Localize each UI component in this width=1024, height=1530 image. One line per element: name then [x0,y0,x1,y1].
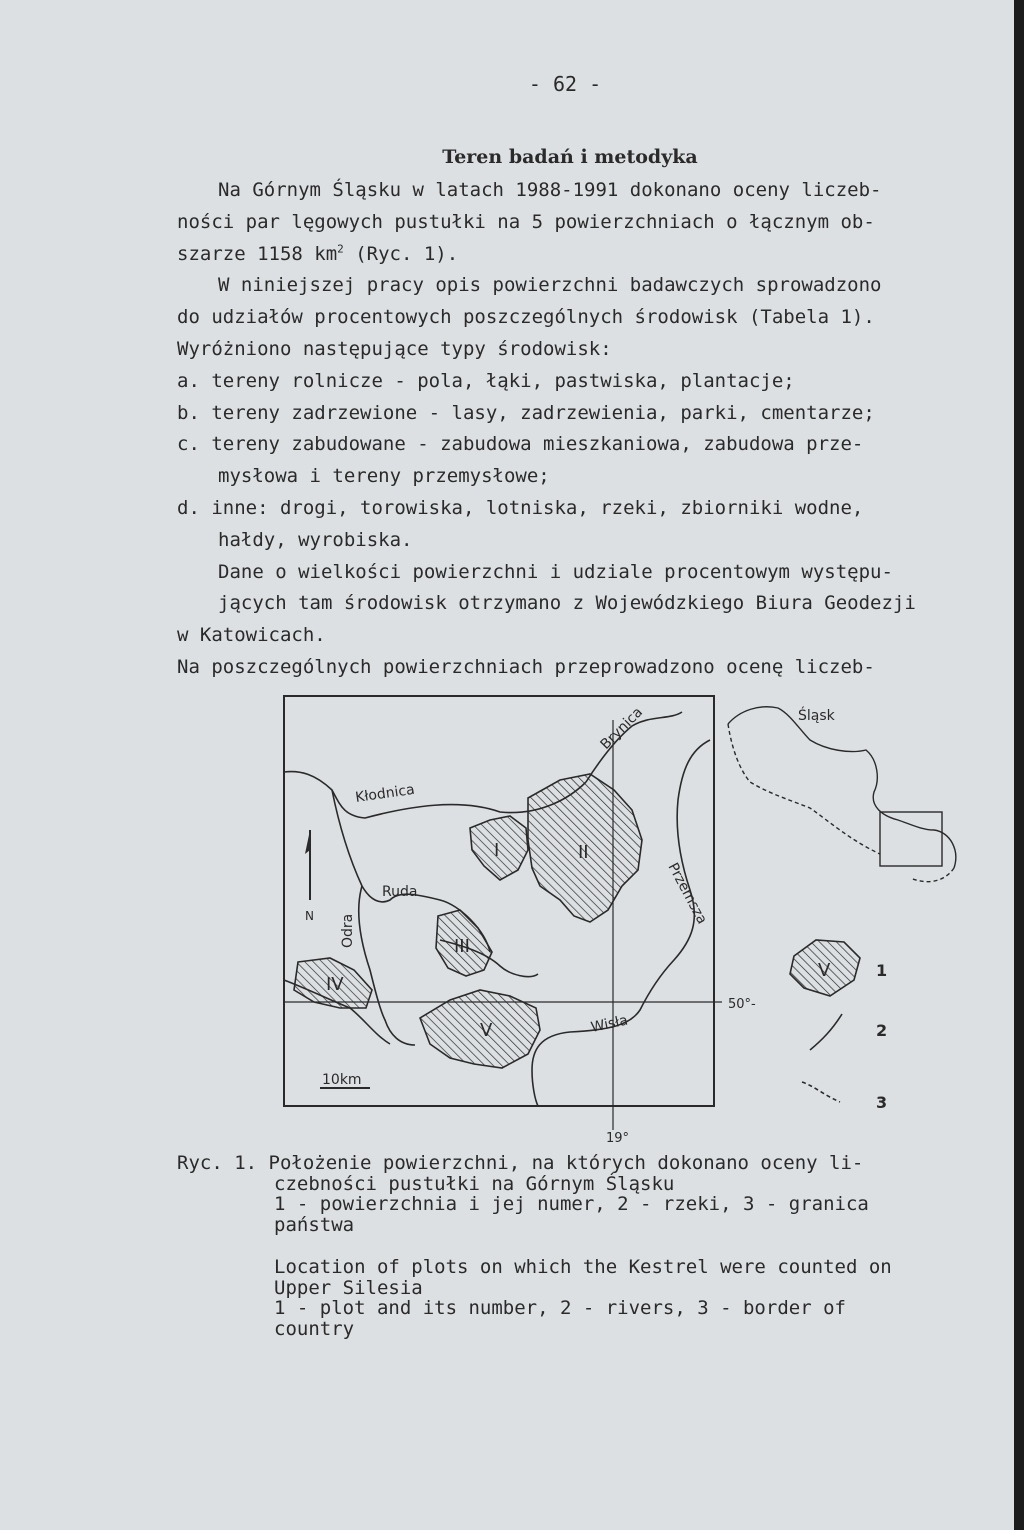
figure-caption [177,1153,892,1339]
body-line: a. tereny rolnicze - pola, łąki, pastwiska, plantacje; [177,369,795,392]
caption-pl-line: Ryc. 1. Położenie powierzchni, na których dokonano oceny li- [177,1152,864,1174]
scale-bar [320,1072,370,1088]
body-line: do udziałów procentowych poszczególnych środowisk (Tabela 1). [177,306,875,329]
north-arrow [305,830,314,923]
river-label-brynica: Brynica [597,704,647,753]
caption-pl-line: czebności pustułki na Górnym Śląsku [274,1172,675,1195]
section-title: Teren badań i metodyka [442,146,698,168]
body-line: d. inne: drogi, torowiska, lotniska, rzeki, zbiorniki wodne, [177,496,864,519]
body-line: w Katowicach. [177,624,326,647]
body-line: Na Górnym Śląsku w latach 1988-1991 dokonano oceny liczeb- [218,179,882,201]
latitude-label: 50°- [728,997,756,1012]
river-label-ruda: Ruda [382,884,418,900]
legend [790,940,887,1112]
body-line: Dane o wielkości powierzchni i udziale procentowym występu- [218,560,893,583]
inset-map [728,707,956,882]
body-line: b. tereny zadrzewione - lasy, zadrzewienia, parki, cmentarze; [177,401,875,424]
river-label-przemsza: Przemsza [664,860,710,927]
plot-label-3: III [454,936,470,957]
caption-gap [177,1235,892,1257]
river-label-wisla: Wisła [589,1012,630,1036]
body-line: c. tereny zabudowane - zabudowa mieszkaniowa, zabudowa prze- [177,433,864,456]
legend-number-3: 3 [876,1093,888,1112]
plot-label-1: I [494,840,500,861]
north-label: N [305,909,314,923]
plot-label-2: II [578,842,589,863]
body-text [177,175,969,684]
body-line: mysłowa i tereny przemysłowe; [218,465,550,488]
legend-number-2: 2 [876,1021,888,1040]
region-label: Śląsk [798,708,835,724]
river-label-klodnica: Kłodnica [354,781,416,806]
scale-label: 10km [322,1072,362,1088]
caption-en-line: country [274,1317,355,1340]
body-line: W niniejszej pracy opis powierzchni badawczych sprowadzono [218,274,882,297]
body-line: szarze 1158 $km^2$ (Ryc. 1). [177,242,459,265]
body-line: jących tam środowisk otrzymano z Wojewódzkiego Biura Geodezji [218,592,916,615]
body-line: Na poszczególnych powierzchniach przeprowadzono ocenę liczeb- [177,655,875,678]
caption-pl-line: państwa [274,1213,355,1236]
plot-label-4: IV [326,974,344,995]
body-line: hałdy, wyrobiska. [218,528,413,551]
caption-en-line: 1 - plot and its number, 2 - rivers, 3 - border of [274,1297,846,1319]
body-line: ności par lęgowych pustułki na 5 powierzchniach o łącznym ob- [177,210,875,233]
page-number: - 62 - [528,72,602,96]
caption-en-line: Location of plots on which the Kestrel were counted on [274,1256,892,1278]
plot-label-5: V [480,1020,493,1041]
legend-number-1: 1 [876,961,888,980]
caption-pl-line: 1 - powierzchnia i jej numer, 2 - rzeki, 3 - granica [274,1193,869,1215]
longitude-label: 19° [606,1131,630,1146]
body-line: Wyróżniono następujące typy środowisk: [177,337,612,360]
figure-map [270,690,960,1150]
caption-en-line: Upper Silesia [274,1276,423,1299]
legend-plot-label: V [818,960,831,981]
river-label-odra: Odra [340,913,356,948]
